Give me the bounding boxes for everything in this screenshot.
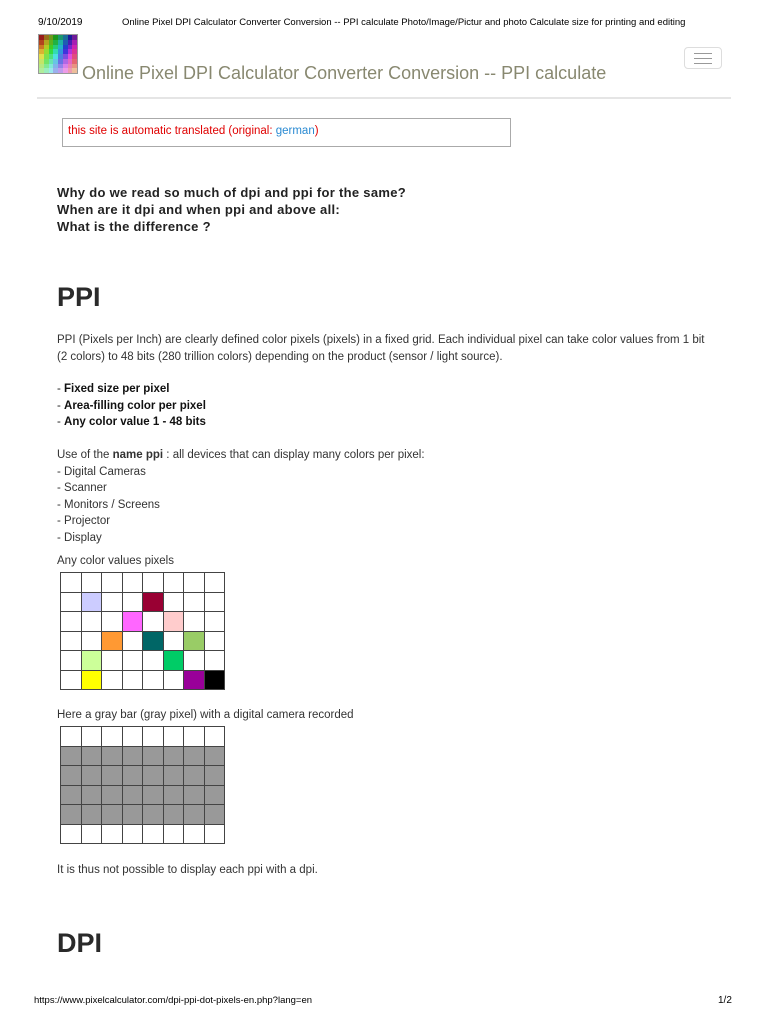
pixel-cell — [163, 766, 184, 786]
pixel-row — [61, 766, 225, 786]
pixel-cell — [81, 766, 102, 786]
pixel-cell — [61, 651, 82, 671]
pixel-cell — [184, 766, 205, 786]
pixel-cell — [61, 631, 82, 651]
pixel-cell — [102, 592, 123, 612]
print-url: https://www.pixelcalculator.com/dpi-ppi-dot-pixels-en.php?lang=en — [34, 995, 313, 1006]
feature-item: - Area-filling color per pixel — [57, 399, 206, 412]
pixel-row — [61, 592, 225, 612]
pixel-cell — [143, 785, 164, 805]
pixel-cell — [143, 766, 164, 786]
pixel-cell — [143, 824, 164, 844]
pixel-cell — [143, 746, 164, 766]
hamburger-menu-button[interactable] — [684, 47, 722, 69]
pixel-cell — [102, 727, 123, 747]
pixel-cell — [81, 592, 102, 612]
pixel-cell — [61, 824, 82, 844]
pixel-cell — [61, 670, 82, 690]
device-item: - Digital Cameras — [57, 465, 146, 478]
pixel-cell — [204, 785, 225, 805]
pixel-cell — [61, 746, 82, 766]
pixel-cell — [204, 746, 225, 766]
pixel-cell — [102, 573, 123, 593]
pixel-cell — [204, 805, 225, 825]
pixel-cell — [122, 631, 143, 651]
pixel-cell — [184, 573, 205, 593]
menu-bar-icon — [694, 58, 712, 59]
pixel-cell — [61, 727, 82, 747]
intro-questions — [57, 184, 406, 235]
pixel-cell — [102, 824, 123, 844]
pixel-cell — [122, 573, 143, 593]
pixel-row — [61, 651, 225, 671]
pixel-cell — [204, 766, 225, 786]
pixel-cell — [122, 592, 143, 612]
pixel-row — [61, 824, 225, 844]
pixel-cell — [204, 651, 225, 671]
pixel-cell — [204, 573, 225, 593]
device-item: - Projector — [57, 515, 111, 527]
pixel-cell — [102, 651, 123, 671]
pixel-cell — [81, 573, 102, 593]
pixel-row — [61, 805, 225, 825]
usage-line: Use of the name ppi : all devices that can display many colors per pixel: — [57, 449, 425, 461]
pixel-cell — [102, 766, 123, 786]
pixel-cell — [102, 785, 123, 805]
ppi-device-list — [57, 447, 425, 546]
gray-grid-caption: Here a gray bar (gray pixel) with a digital camera recorded — [57, 709, 354, 721]
question-line: When are it dpi and when ppi and above all: — [57, 202, 341, 217]
pixel-cell — [61, 573, 82, 593]
pixel-row — [61, 785, 225, 805]
pixel-cell — [81, 805, 102, 825]
pixel-cell — [122, 785, 143, 805]
pixel-cell — [143, 670, 164, 690]
pixel-cell — [102, 805, 123, 825]
pixel-cell — [163, 592, 184, 612]
dpi-heading: DPI — [57, 928, 103, 958]
pixel-cell — [81, 785, 102, 805]
pixel-cell — [143, 573, 164, 593]
pixel-cell — [122, 651, 143, 671]
site-title[interactable]: Online Pixel DPI Calculator Converter Conversion -- PPI calculate — [82, 63, 607, 83]
menu-bar-icon — [694, 53, 712, 54]
pixel-cell — [81, 651, 102, 671]
pixel-cell — [102, 670, 123, 690]
pixel-cell — [143, 727, 164, 747]
pixel-cell — [184, 785, 205, 805]
pixel-cell — [163, 573, 184, 593]
translation-notice — [62, 118, 511, 147]
device-item: - Scanner — [57, 482, 107, 494]
pixel-cell — [184, 592, 205, 612]
pixel-cell — [184, 727, 205, 747]
pixel-cell — [163, 805, 184, 825]
pixel-cell — [122, 746, 143, 766]
pixel-cell — [61, 592, 82, 612]
pixel-cell — [204, 727, 225, 747]
pixel-cell — [143, 592, 164, 612]
pixel-cell — [61, 612, 82, 632]
pixel-cell — [81, 670, 102, 690]
pixel-cell — [204, 592, 225, 612]
pixel-cell — [61, 785, 82, 805]
print-page-title: Online Pixel DPI Calculator Converter Conversion -- PPI calculate Photo/Image/Pictur and photo Calculate size for printing and editing — [122, 17, 686, 28]
pixel-cell — [163, 727, 184, 747]
pixel-cell — [204, 612, 225, 632]
ppi-feature-list — [57, 381, 206, 431]
pixel-cell — [143, 805, 164, 825]
pixel-cell — [143, 651, 164, 671]
pixel-cell — [184, 631, 205, 651]
pixel-cell — [81, 631, 102, 651]
pixel-cell — [184, 651, 205, 671]
pixel-cell — [204, 631, 225, 651]
pixel-cell — [122, 670, 143, 690]
pixel-cell — [81, 727, 102, 747]
pixel-cell — [163, 824, 184, 844]
question-line: What is the difference ? — [57, 219, 211, 234]
pixel-row — [61, 573, 225, 593]
pixel-cell — [143, 612, 164, 632]
pixel-cell — [122, 727, 143, 747]
print-date: 9/10/2019 — [38, 17, 83, 28]
feature-item: - Fixed size per pixel — [57, 383, 170, 395]
pixel-cell — [184, 805, 205, 825]
color-grid-caption: Any color values pixels — [57, 555, 174, 567]
device-item: - Monitors / Screens — [57, 498, 160, 511]
pixel-cell — [184, 746, 205, 766]
pixel-cell — [81, 612, 102, 632]
pixel-cell — [204, 670, 225, 690]
pixel-row — [61, 670, 225, 690]
pixel-cell — [102, 746, 123, 766]
pixel-cell — [122, 805, 143, 825]
pixel-row — [61, 631, 225, 651]
menu-bar-icon — [694, 63, 712, 64]
pixel-cell — [61, 766, 82, 786]
pixel-cell — [102, 612, 123, 632]
pixel-cell — [122, 766, 143, 786]
pixel-cell — [81, 746, 102, 766]
color-pixel-grid — [60, 572, 225, 690]
pixel-cell — [184, 824, 205, 844]
pixel-cell — [204, 824, 225, 844]
pixel-cell — [122, 612, 143, 632]
pixel-cell — [163, 631, 184, 651]
notice-prefix: this site is automatic translated (original: — [68, 125, 276, 137]
pixel-row — [61, 746, 225, 766]
pixel-cell — [61, 805, 82, 825]
pixel-row — [61, 727, 225, 747]
feature-item: - Any color value 1 - 48 bits — [57, 416, 206, 428]
pixel-cell — [81, 824, 102, 844]
original-language-link[interactable]: german — [275, 125, 315, 137]
ppi-intro-paragraph: PPI (Pixels per Inch) are clearly defined color pixels (pixels) in a fixed grid. Each individual pixel can take color values from 1 bit (2 colors) to 48 bits (280 trillion colors) depending on the product (sensor / light source). — [57, 334, 705, 363]
notice-suffix: ) — [314, 125, 319, 137]
pixel-cell — [163, 651, 184, 671]
pixel-cell — [102, 631, 123, 651]
pixel-row — [61, 612, 225, 632]
pixel-cell — [163, 670, 184, 690]
print-page-number: 1/2 — [718, 995, 732, 1006]
pixel-cell — [163, 785, 184, 805]
pixel-cell — [163, 746, 184, 766]
question-line: Why do we read so much of dpi and ppi for the same? — [57, 185, 406, 200]
device-item: - Display — [57, 531, 102, 544]
header-divider — [37, 97, 731, 99]
pixel-cell — [122, 824, 143, 844]
color-palette-logo-icon[interactable] — [38, 34, 78, 74]
ppi-conclusion: It is thus not possible to display each ppi with a dpi. — [57, 864, 318, 876]
ppi-heading: PPI — [57, 282, 101, 312]
gray-pixel-grid — [60, 726, 225, 844]
pixel-cell — [184, 670, 205, 690]
pixel-cell — [184, 612, 205, 632]
pixel-cell — [143, 631, 164, 651]
pixel-cell — [163, 612, 184, 632]
